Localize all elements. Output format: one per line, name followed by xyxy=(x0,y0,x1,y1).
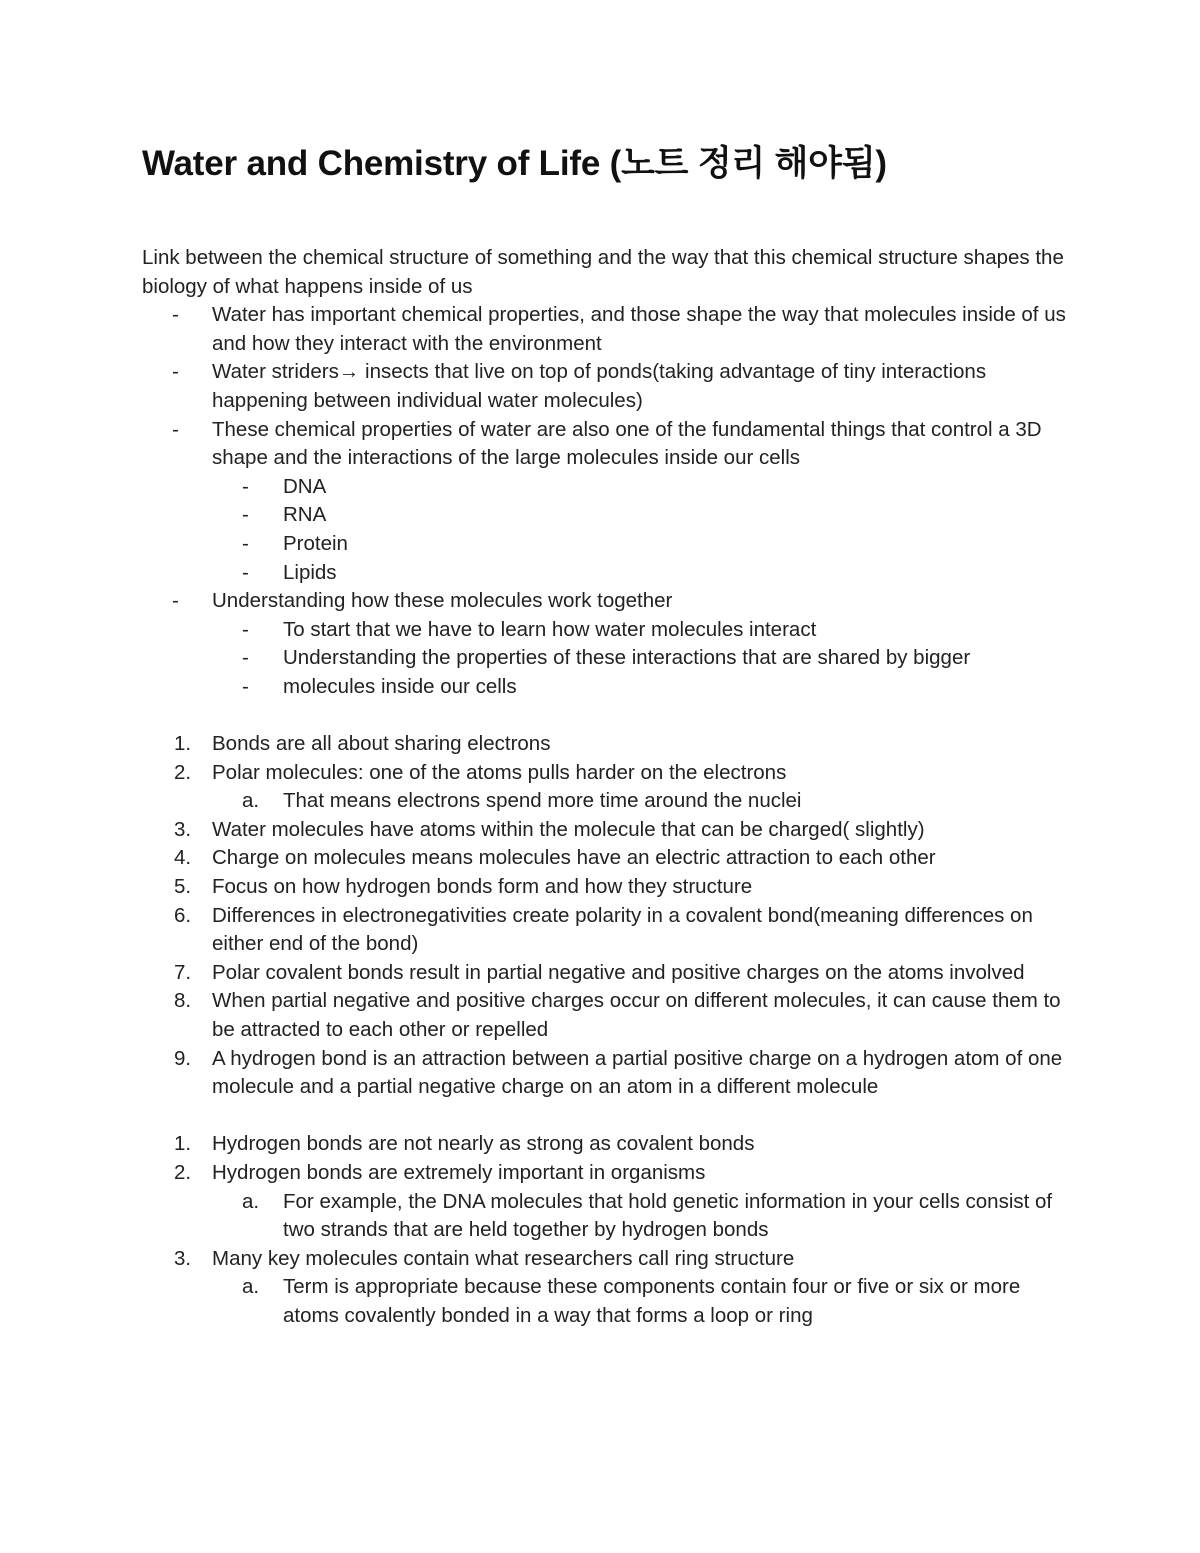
number-marker: 3. xyxy=(174,1246,192,1270)
number-marker: 7. xyxy=(174,960,192,984)
sublist-item-text: RNA xyxy=(283,503,327,527)
numbered-item xyxy=(142,987,1072,1044)
list-item xyxy=(142,587,1072,701)
numbered-item xyxy=(142,730,1072,759)
sublist-item-text: molecules inside our cells xyxy=(283,674,517,698)
numbered-item xyxy=(142,1045,1072,1102)
sublist-item xyxy=(142,644,1072,673)
dash-marker: - xyxy=(242,503,249,527)
numbered-item-text: Hydrogen bonds are not nearly as strong as covalent bonds xyxy=(212,1132,755,1156)
list-item-text: Water has important chemical properties, and those shape the way that molecules inside of us and how they interact with the environment xyxy=(212,303,1066,355)
number-marker: 2. xyxy=(174,1161,192,1184)
numbered-item xyxy=(142,873,1072,902)
numbered-item-text: Bonds are all about sharing electrons xyxy=(212,732,551,756)
understanding-sublist xyxy=(142,616,1072,702)
numbered-list-hydrogen-bonds xyxy=(142,1130,1072,1330)
intro-paragraph: Link between the chemical structure of something and the way that this chemical structure shapes the biology of what happens inside of us xyxy=(142,246,1064,298)
spacer xyxy=(142,1102,1072,1131)
dash-marker: - xyxy=(242,674,249,698)
number-marker: 1. xyxy=(174,732,192,756)
dash-marker: - xyxy=(242,474,249,498)
dash-marker: - xyxy=(172,303,179,327)
lettered-item xyxy=(142,1273,1072,1330)
numbered-item xyxy=(142,1159,1072,1245)
numbered-item-text: When partial negative and positive charges occur on different molecules, it can cause them to be attracted to each other or repelled xyxy=(212,989,1061,1042)
numbered-list-bonds xyxy=(142,730,1072,1102)
numbered-item-text: Focus on how hydrogen bonds form and how they structure xyxy=(212,875,753,899)
list-item xyxy=(142,358,1072,415)
number-marker: 1. xyxy=(174,1132,192,1156)
number-marker: 8. xyxy=(174,989,192,1013)
sublist-item xyxy=(142,616,1072,645)
numbered-item xyxy=(142,902,1072,959)
sublist-item xyxy=(142,559,1072,588)
numbered-item-text: Polar covalent bonds result in partial negative and positive charges on the atoms involved xyxy=(212,960,1025,984)
sublist-item-text: Lipids xyxy=(283,560,337,584)
numbered-item-text: Water molecules have atoms within the molecule that can be charged( slightly) xyxy=(212,817,925,841)
numbered-item-text: Many key molecules contain what researchers call ring structure xyxy=(212,1246,795,1270)
sublist-item-text: DNA xyxy=(283,474,327,498)
dash-marker: - xyxy=(242,646,249,670)
sublist-item xyxy=(142,673,1072,702)
number-marker: 3. xyxy=(174,817,192,841)
molecule-sublist xyxy=(142,473,1072,587)
number-marker: 6. xyxy=(174,903,192,927)
lettered-sublist xyxy=(142,1273,1072,1330)
document-body xyxy=(142,244,1072,1331)
lettered-item xyxy=(142,787,1072,816)
numbered-item-text: Differences in electronegativities create polarity in a covalent bond(meaning differences on either end of the bond) xyxy=(212,903,1033,956)
dash-marker: - xyxy=(242,531,249,555)
number-marker: 2. xyxy=(174,760,192,784)
numbered-item-text: Charge on molecules means molecules have an electric attraction to each other xyxy=(212,846,936,870)
lettered-item-text: Term is appropriate because these components contain four or five or six or more atoms covalently bonded in a way that forms a loop or ring xyxy=(283,1275,1021,1327)
dash-marker: - xyxy=(242,560,249,584)
bullet-list xyxy=(142,301,1072,701)
sublist-item xyxy=(142,473,1072,502)
sublist-item-text: Protein xyxy=(283,531,348,555)
lettered-sublist xyxy=(142,1188,1072,1245)
numbered-item xyxy=(142,1245,1072,1331)
dash-marker: - xyxy=(172,589,179,613)
lettered-item-text: That means electrons spend more time around the nuclei xyxy=(283,789,802,813)
sublist-item-text: To start that we have to learn how water molecules interact xyxy=(283,617,817,641)
letter-marker: a. xyxy=(242,789,260,813)
numbered-item-text: Polar molecules: one of the atoms pulls harder on the electrons xyxy=(212,760,787,784)
dash-marker: - xyxy=(172,360,179,384)
dash-marker: - xyxy=(172,417,179,441)
numbered-item-text: Hydrogen bonds are extremely important in organisms xyxy=(212,1161,706,1184)
list-item-text: Water striders→ insects that live on top of ponds(taking advantage of tiny interactions happening between individual water molecules) xyxy=(212,360,987,412)
lettered-sublist xyxy=(142,787,1072,816)
list-item xyxy=(142,301,1072,358)
spacer xyxy=(142,702,1072,731)
document-title: Water and Chemistry of Life (노트 정리 해야됨) xyxy=(142,144,887,183)
lettered-item xyxy=(142,1188,1072,1245)
dash-marker: - xyxy=(242,617,249,641)
sublist-item xyxy=(142,530,1072,559)
letter-marker: a. xyxy=(242,1275,260,1299)
list-item-text: These chemical properties of water are also one of the fundamental things that control a 3D shape and the interactions of the large molecules inside our cells xyxy=(212,417,1042,470)
number-marker: 5. xyxy=(174,875,192,899)
numbered-item-text: A hydrogen bond is an attraction between a partial positive charge on a hydrogen atom of one molecule and a partial negative charge on an atom in a different molecule xyxy=(212,1046,1063,1099)
number-marker: 4. xyxy=(174,846,192,870)
sublist-item xyxy=(142,501,1072,530)
numbered-item xyxy=(142,759,1072,816)
number-marker: 9. xyxy=(174,1046,192,1070)
letter-marker: a. xyxy=(242,1189,260,1213)
list-item-text: Understanding how these molecules work together xyxy=(212,589,673,613)
list-item xyxy=(142,416,1072,588)
lettered-item-text: For example, the DNA molecules that hold genetic information in your cells consist of two strands that are held together by hydrogen bonds xyxy=(283,1189,1053,1242)
numbered-item xyxy=(142,816,1072,845)
numbered-item xyxy=(142,1130,1072,1159)
numbered-item xyxy=(142,959,1072,988)
numbered-item xyxy=(142,844,1072,873)
sublist-item-text: Understanding the properties of these interactions that are shared by bigger xyxy=(283,646,971,670)
